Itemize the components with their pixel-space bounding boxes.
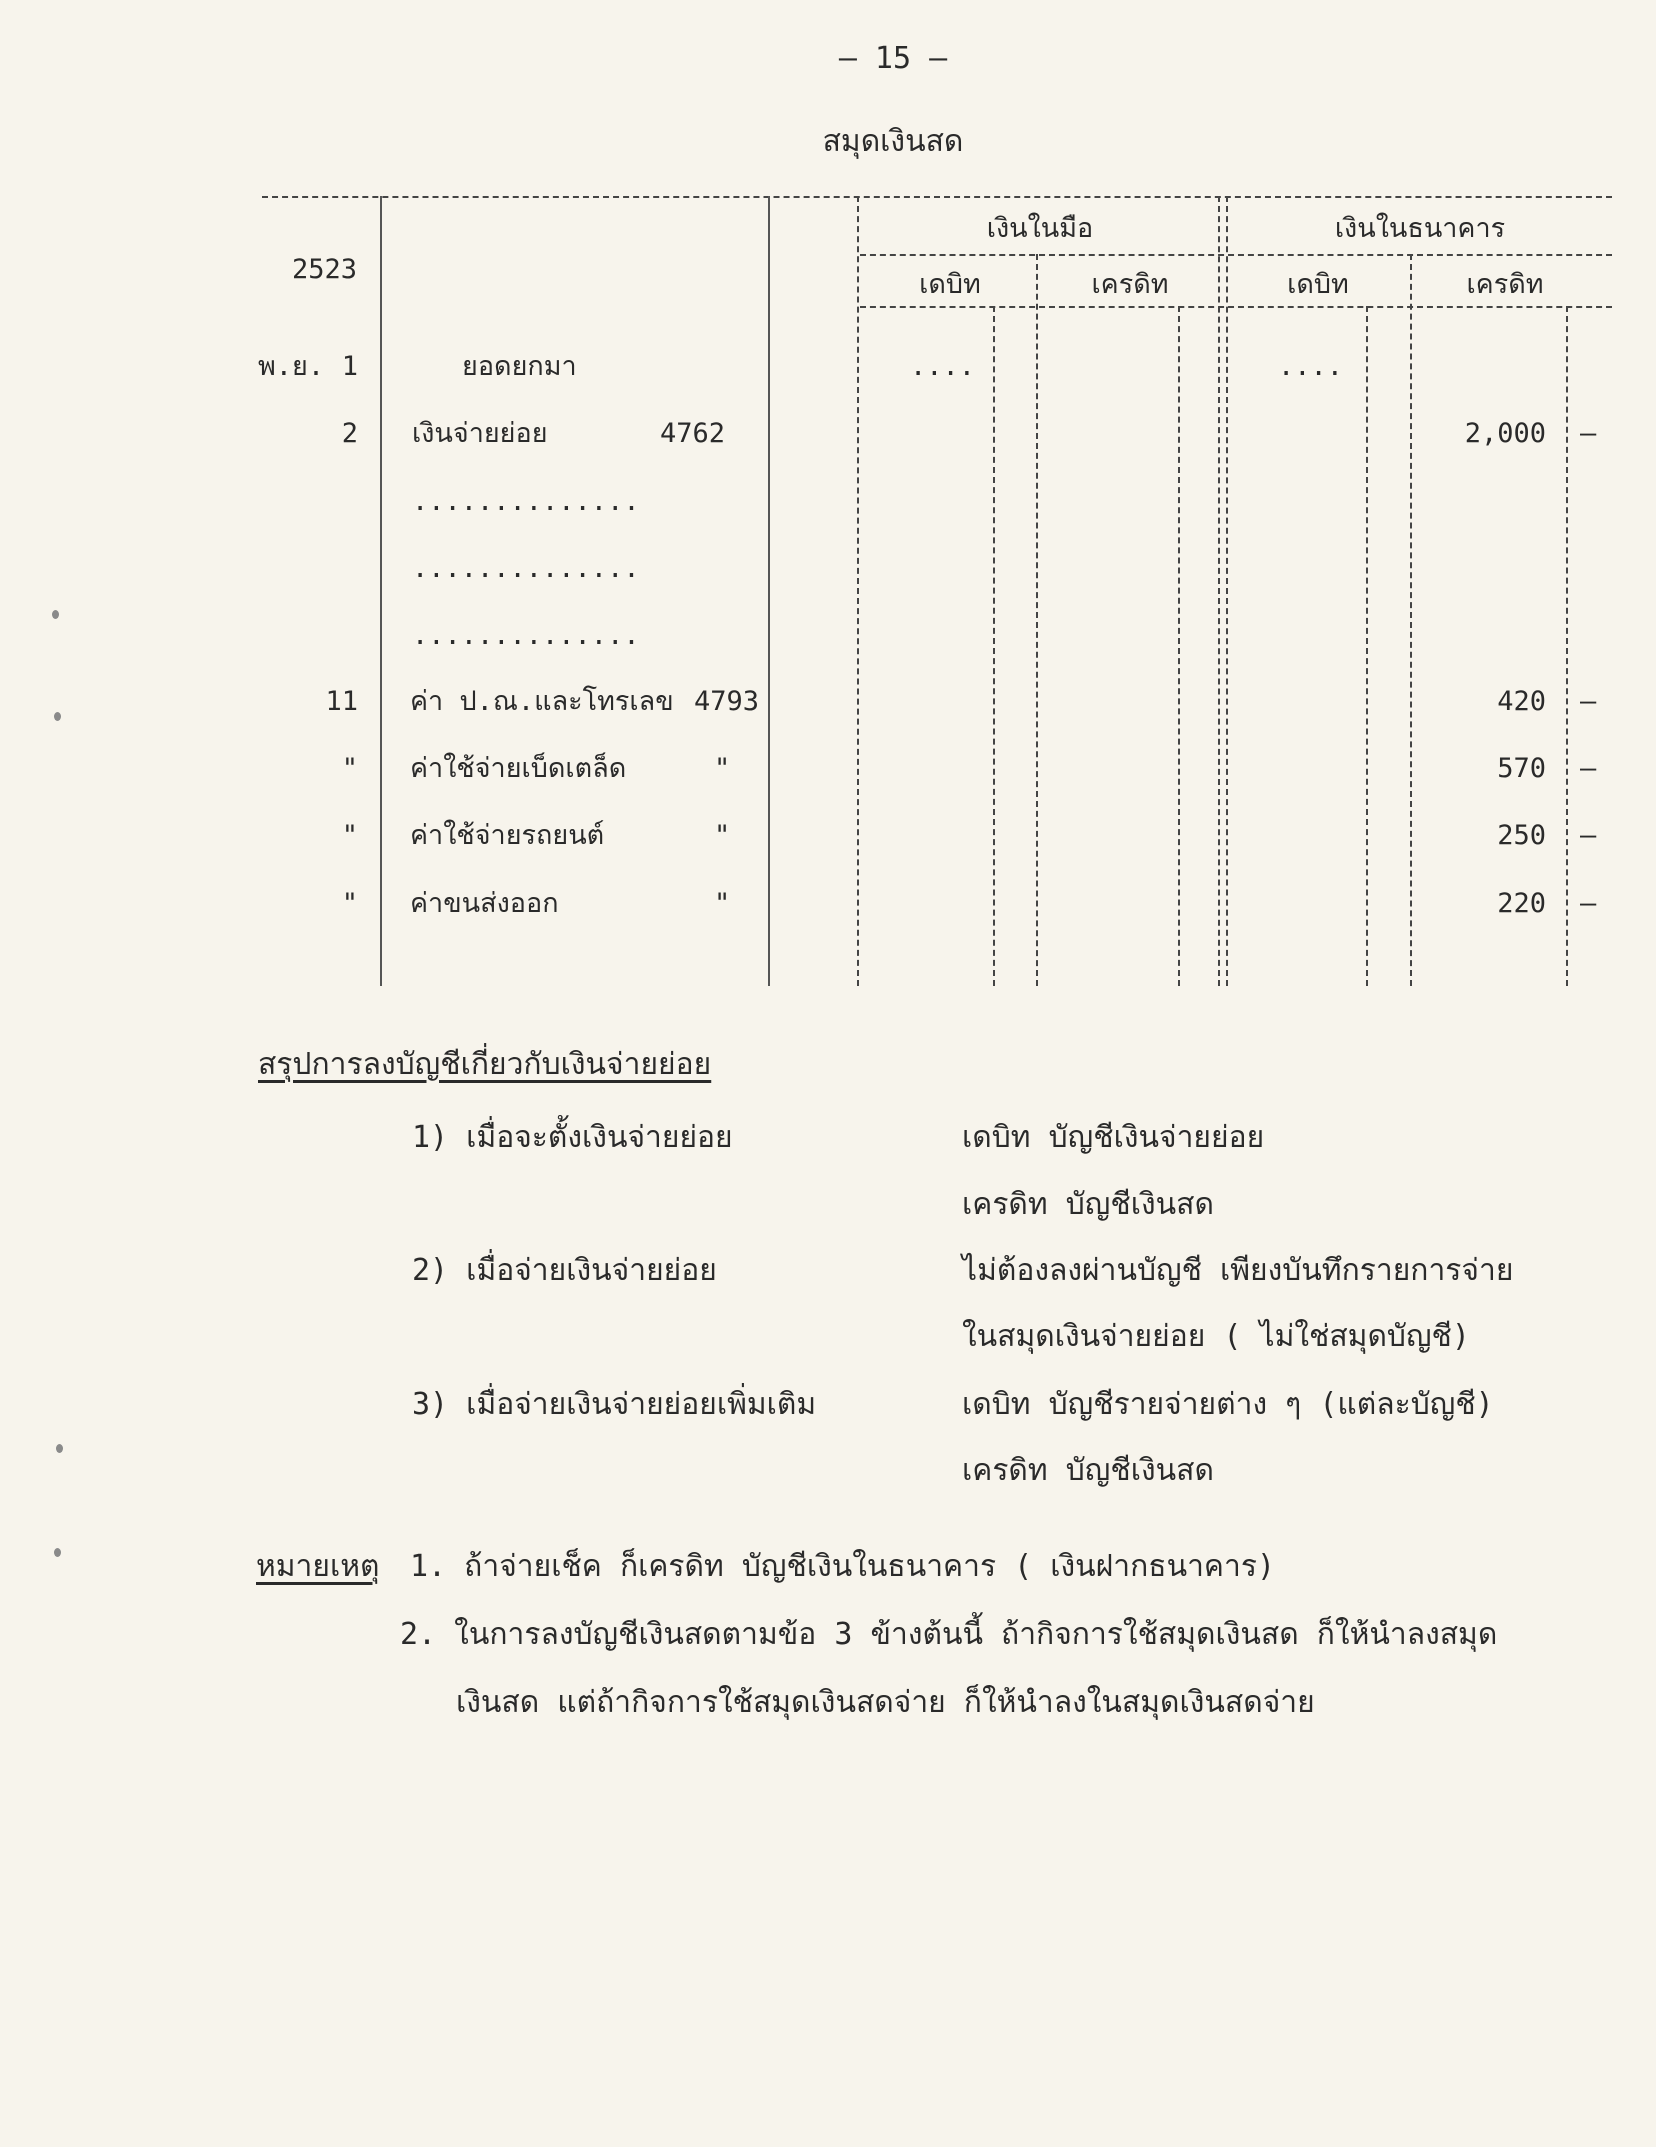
cash-credit-header: เครดิท <box>1091 269 1169 300</box>
row-bank-credit: 250 <box>1497 820 1546 851</box>
row-dash: – <box>1580 888 1597 919</box>
row-bank-credit: 420 <box>1497 686 1546 717</box>
row-reference: 4793 <box>694 686 760 717</box>
row-reference: " <box>714 753 731 784</box>
summary-item-line: ในสมุดเงินจ่ายย่อย ( ไม่ใช่สมุดบัญชี) <box>962 1319 1470 1354</box>
summary-item-line: เดบิท บัญชีเงินจ่ายย่อย <box>962 1120 1265 1155</box>
row-reference: 4762 <box>660 418 726 449</box>
summary-item-line: ไม่ต้องลงผ่านบัญชี เพียงบันทึกรายการจ่าย <box>962 1253 1514 1288</box>
note-item: 2. ในการลงบัญชีเงินสดตามข้อ 3 ข้างต้นนี้ ถ้ากิจการใช้สมุดเงินสด ก็ให้นำลงสมุด <box>400 1617 1498 1652</box>
row-month: พ.ย. <box>258 351 325 382</box>
cash-in-bank-header: เงินในธนาคาร <box>1334 213 1506 244</box>
column-divider <box>993 306 995 986</box>
row-dash: – <box>1580 753 1597 784</box>
scan-speck <box>52 610 59 619</box>
row-reference: " <box>714 888 731 919</box>
group-header-rule <box>860 254 1612 256</box>
row-description: ค่าใช้จ่ายรถยนต์ <box>410 820 605 851</box>
column-divider <box>1178 306 1180 986</box>
column-divider <box>1226 196 1228 986</box>
summary-item-line: เดบิท บัญชีรายจ่ายต่าง ๆ (แต่ละบัญชี) <box>962 1387 1494 1422</box>
year-label: 2523 <box>292 254 358 285</box>
row-description: .............. <box>412 553 640 584</box>
row-day: 11 <box>325 686 358 717</box>
row-day: " <box>341 820 358 851</box>
column-divider <box>1036 254 1038 986</box>
row-dash: – <box>1580 418 1597 449</box>
row-day: " <box>341 888 358 919</box>
bank-debit-header: เดบิท <box>1287 269 1349 300</box>
page-number: – 15 – <box>838 41 948 76</box>
summary-item-label: 3) เมื่อจ่ายเงินจ่ายย่อยเพิ่มเติม <box>412 1387 817 1422</box>
column-divider <box>380 196 382 986</box>
summary-item-line: เครดิท บัญชีเงินสด <box>962 1187 1214 1222</box>
summary-heading: สรุปการลงบัญชีเกี่ยวกับเงินจ่ายย่อย <box>258 1047 712 1082</box>
row-description: ยอดยกมา <box>462 351 577 382</box>
bank-credit-header: เครดิท <box>1466 269 1544 300</box>
summary-item-line: เครดิท บัญชีเงินสด <box>962 1453 1214 1488</box>
row-dash: – <box>1580 686 1597 717</box>
page-title: สมุดเงินสด <box>822 124 964 159</box>
cash-debit-header: เดบิท <box>919 269 981 300</box>
row-bank-debit: .... <box>1278 351 1344 382</box>
row-cash-debit: .... <box>910 351 976 382</box>
row-description: .............. <box>412 620 640 651</box>
row-bank-credit: 570 <box>1497 753 1546 784</box>
scan-speck <box>56 1444 63 1453</box>
summary-item-label: 1) เมื่อจะตั้งเงินจ่ายย่อย <box>412 1120 733 1155</box>
column-divider <box>1218 196 1220 986</box>
row-dash: – <box>1580 820 1597 851</box>
table-top-rule <box>262 196 1612 198</box>
column-divider <box>1410 254 1412 986</box>
column-divider <box>857 196 859 986</box>
column-divider <box>1366 306 1368 986</box>
column-divider <box>1566 306 1568 986</box>
row-bank-credit: 2,000 <box>1464 418 1546 449</box>
notes-label: หมายเหตุ <box>256 1549 380 1584</box>
note-item: 1. ถ้าจ่ายเช็ค ก็เครดิท บัญชีเงินในธนาคาร ( เงินฝากธนาคาร) <box>410 1549 1276 1584</box>
cash-on-hand-header: เงินในมือ <box>986 213 1094 244</box>
row-reference: " <box>714 820 731 851</box>
summary-item-label: 2) เมื่อจ่ายเงินจ่ายย่อย <box>412 1253 717 1288</box>
row-description: ค่า ป.ณ.และโทรเลข <box>410 686 674 717</box>
row-day: 1 <box>341 351 358 382</box>
row-description: เงินจ่ายย่อย <box>412 418 548 449</box>
scan-speck <box>54 1548 61 1557</box>
row-description: ค่าขนส่งออก <box>410 888 559 919</box>
row-day: 2 <box>341 418 358 449</box>
scan-speck <box>54 712 61 721</box>
row-description: ค่าใช้จ่ายเบ็ดเตล็ด <box>410 753 627 784</box>
note-item-continuation: เงินสด แต่ถ้ากิจการใช้สมุดเงินสดจ่าย ก็ให้นำลงในสมุดเงินสดจ่าย <box>456 1685 1315 1720</box>
row-bank-credit: 220 <box>1497 888 1546 919</box>
sub-header-rule <box>860 306 1612 308</box>
column-divider <box>768 196 770 986</box>
row-day: " <box>341 753 358 784</box>
row-description: .............. <box>412 486 640 517</box>
